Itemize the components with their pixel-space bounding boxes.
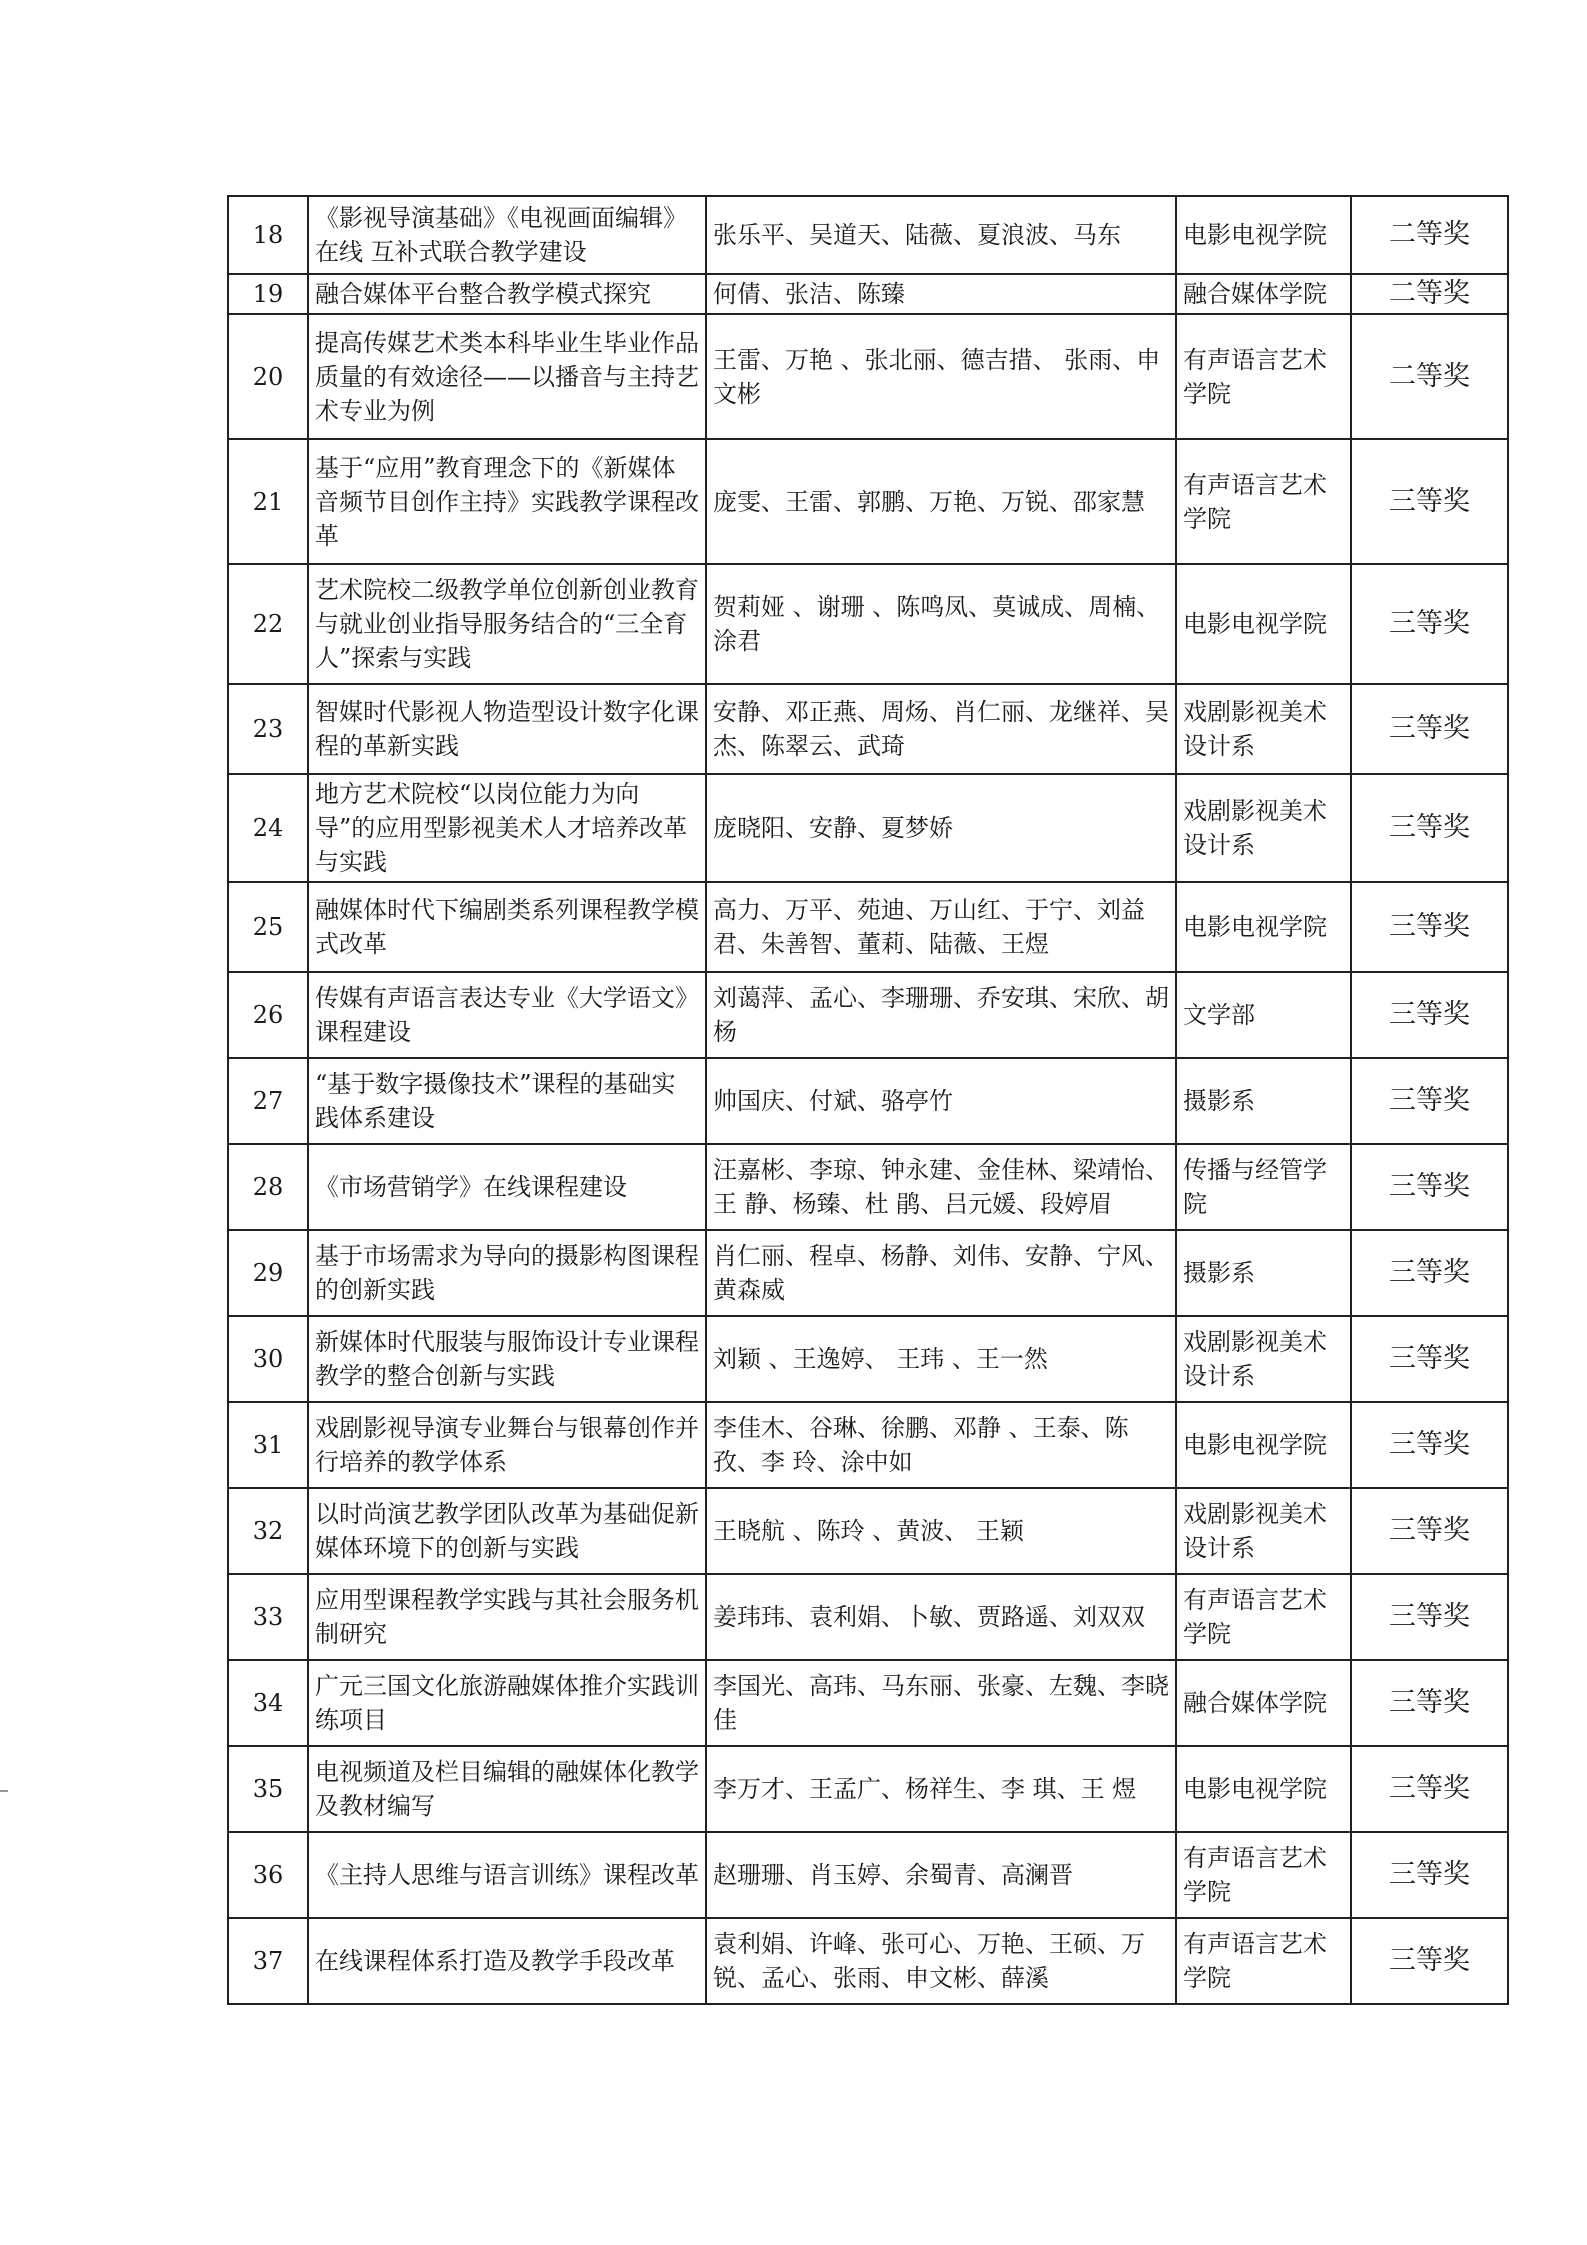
project-title: 以时尚演艺教学团队改革为基础促新媒体环境下的创新与实践: [308, 1488, 706, 1574]
table-row: [228, 1832, 1508, 1918]
award-table-body: [228, 196, 1508, 2004]
table-row: [228, 564, 1508, 684]
team-members: 赵珊珊、肖玉婷、余蜀青、高澜晋: [706, 1832, 1176, 1918]
team-members: 刘蔼萍、孟心、李珊珊、乔安琪、宋欣、胡杨: [706, 972, 1176, 1058]
team-members: 刘颖 、王逸婷、 王玮 、王一然: [706, 1316, 1176, 1402]
project-title: 融媒体时代下编剧类系列课程教学模式改革: [308, 882, 706, 972]
award-level: 三等奖: [1351, 882, 1508, 972]
team-members: 王晓航 、陈玲 、黄波、 王颖: [706, 1488, 1176, 1574]
department: 电影电视学院: [1176, 882, 1351, 972]
row-number: 20: [228, 314, 308, 439]
department: 有声语言艺术学院: [1176, 314, 1351, 439]
award-level: 三等奖: [1351, 1832, 1508, 1918]
page-edge-mark: [0, 1790, 8, 1792]
department: 戏剧影视美术设计系: [1176, 1488, 1351, 1574]
project-title: 《主持人思维与语言训练》课程改革: [308, 1832, 706, 1918]
table-row: [228, 774, 1508, 882]
project-title: 《市场营销学》在线课程建设: [308, 1144, 706, 1230]
table-row: [228, 439, 1508, 564]
award-level: 三等奖: [1351, 1058, 1508, 1144]
row-number: 22: [228, 564, 308, 684]
team-members: 张乐平、吴道天、陆薇、夏浪波、马东: [706, 196, 1176, 274]
project-title: 《影视导演基础》《电视画面编辑》在线 互补式联合教学建设: [308, 196, 706, 274]
award-level: 二等奖: [1351, 274, 1508, 314]
project-title: 基于市场需求为导向的摄影构图课程的创新实践: [308, 1230, 706, 1316]
project-title: 智媒时代影视人物造型设计数字化课程的革新实践: [308, 684, 706, 774]
row-number: 26: [228, 972, 308, 1058]
department: 电影电视学院: [1176, 564, 1351, 684]
row-number: 37: [228, 1918, 308, 2004]
row-number: 29: [228, 1230, 308, 1316]
team-members: 姜玮玮、袁利娟、卜敏、贾路遥、刘双双: [706, 1574, 1176, 1660]
row-number: 24: [228, 774, 308, 882]
project-title: 应用型课程教学实践与其社会服务机制研究: [308, 1574, 706, 1660]
row-number: 33: [228, 1574, 308, 1660]
table-row: [228, 684, 1508, 774]
award-level: 三等奖: [1351, 684, 1508, 774]
project-title: 提高传媒艺术类本科毕业生毕业作品质量的有效途径——以播音与主持艺术专业为例: [308, 314, 706, 439]
department: 电影电视学院: [1176, 196, 1351, 274]
table-row: [228, 274, 1508, 314]
row-number: 21: [228, 439, 308, 564]
team-members: 庞雯、王雷、郭鹏、万艳、万锐、邵家慧: [706, 439, 1176, 564]
project-title: 戏剧影视导演专业舞台与银幕创作并行培养的教学体系: [308, 1402, 706, 1488]
table-row: [228, 882, 1508, 972]
team-members: 安静、邓正燕、周炀、肖仁丽、龙继祥、吴杰、陈翠云、武琦: [706, 684, 1176, 774]
project-title: 地方艺术院校“以岗位能力为向导”的应用型影视美术人才培养改革与实践: [308, 774, 706, 882]
table-row: [228, 1402, 1508, 1488]
row-number: 27: [228, 1058, 308, 1144]
team-members: 贺莉娅 、谢珊 、陈鸣凤、莫诚成、周楠、涂君: [706, 564, 1176, 684]
project-title: 在线课程体系打造及教学手段改革: [308, 1918, 706, 2004]
row-number: 35: [228, 1746, 308, 1832]
table-row: [228, 972, 1508, 1058]
table-row: [228, 1918, 1508, 2004]
project-title: “基于数字摄像技术”课程的基础实践体系建设: [308, 1058, 706, 1144]
row-number: 28: [228, 1144, 308, 1230]
department: 戏剧影视美术设计系: [1176, 1316, 1351, 1402]
department: 传播与经管学院: [1176, 1144, 1351, 1230]
project-title: 基于“应用”教育理念下的《新媒体音频节目创作主持》实践教学课程改革: [308, 439, 706, 564]
department: 有声语言艺术学院: [1176, 439, 1351, 564]
team-members: 王雷、万艳 、张北丽、德吉措、 张雨、申文彬: [706, 314, 1176, 439]
department: 融合媒体学院: [1176, 1660, 1351, 1746]
row-number: 32: [228, 1488, 308, 1574]
award-level: 三等奖: [1351, 1918, 1508, 2004]
department: 有声语言艺术学院: [1176, 1832, 1351, 1918]
department: 电影电视学院: [1176, 1746, 1351, 1832]
award-level: 三等奖: [1351, 1660, 1508, 1746]
table-row: [228, 1488, 1508, 1574]
table-row: [228, 1230, 1508, 1316]
team-members: 袁利娟、许峰、张可心、万艳、王硕、万锐、孟心、张雨、申文彬、薛溪: [706, 1918, 1176, 2004]
row-number: 19: [228, 274, 308, 314]
department: 文学部: [1176, 972, 1351, 1058]
team-members: 李万才、王孟广、杨祥生、李 琪、王 煜: [706, 1746, 1176, 1832]
row-number: 30: [228, 1316, 308, 1402]
project-title: 广元三国文化旅游融媒体推介实践训练项目: [308, 1660, 706, 1746]
award-level: 三等奖: [1351, 972, 1508, 1058]
row-number: 36: [228, 1832, 308, 1918]
table-row: [228, 1574, 1508, 1660]
award-level: 二等奖: [1351, 314, 1508, 439]
table-row: [228, 1144, 1508, 1230]
award-level: 三等奖: [1351, 1402, 1508, 1488]
table-row: [228, 196, 1508, 274]
project-title: 新媒体时代服装与服饰设计专业课程教学的整合创新与实践: [308, 1316, 706, 1402]
department: 电影电视学院: [1176, 1402, 1351, 1488]
row-number: 31: [228, 1402, 308, 1488]
row-number: 25: [228, 882, 308, 972]
department: 摄影系: [1176, 1058, 1351, 1144]
department: 戏剧影视美术设计系: [1176, 774, 1351, 882]
department: 有声语言艺术学院: [1176, 1574, 1351, 1660]
team-members: 李佳木、谷琳、徐鹏、邓静 、王泰、陈 孜、李 玲、涂中如: [706, 1402, 1176, 1488]
row-number: 23: [228, 684, 308, 774]
award-level: 三等奖: [1351, 1746, 1508, 1832]
team-members: 高力、万平、苑迪、万山红、于宁、刘益君、朱善智、董莉、陆薇、王煜: [706, 882, 1176, 972]
award-table: [227, 195, 1509, 2005]
award-level: 三等奖: [1351, 564, 1508, 684]
team-members: 庞晓阳、安静、夏梦娇: [706, 774, 1176, 882]
team-members: 帅国庆、付斌、骆亭竹: [706, 1058, 1176, 1144]
award-level: 二等奖: [1351, 196, 1508, 274]
award-level: 三等奖: [1351, 439, 1508, 564]
project-title: 电视频道及栏目编辑的融媒体化教学及教材编写: [308, 1746, 706, 1832]
table-row: [228, 1316, 1508, 1402]
award-level: 三等奖: [1351, 774, 1508, 882]
team-members: 何倩、张洁、陈臻: [706, 274, 1176, 314]
team-members: 肖仁丽、程卓、杨静、刘伟、安静、宁风、黄森威: [706, 1230, 1176, 1316]
award-level: 三等奖: [1351, 1574, 1508, 1660]
table-row: [228, 314, 1508, 439]
department: 戏剧影视美术设计系: [1176, 684, 1351, 774]
row-number: 18: [228, 196, 308, 274]
award-level: 三等奖: [1351, 1230, 1508, 1316]
project-title: 传媒有声语言表达专业《大学语文》课程建设: [308, 972, 706, 1058]
table-row: [228, 1746, 1508, 1832]
table-row: [228, 1058, 1508, 1144]
team-members: 李国光、高玮、马东丽、张豪、左魏、李晓佳: [706, 1660, 1176, 1746]
award-level: 三等奖: [1351, 1144, 1508, 1230]
department: 有声语言艺术学院: [1176, 1918, 1351, 2004]
project-title: 艺术院校二级教学单位创新创业教育与就业创业指导服务结合的“三全育人”探索与实践: [308, 564, 706, 684]
row-number: 34: [228, 1660, 308, 1746]
award-level: 三等奖: [1351, 1488, 1508, 1574]
project-title: 融合媒体平台整合教学模式探究: [308, 274, 706, 314]
department: 融合媒体学院: [1176, 274, 1351, 314]
award-level: 三等奖: [1351, 1316, 1508, 1402]
team-members: 汪嘉彬、李琼、钟永建、金佳林、梁靖怡、王 静、杨臻、杜 鹃、吕元媛、段婷眉: [706, 1144, 1176, 1230]
department: 摄影系: [1176, 1230, 1351, 1316]
table-row: [228, 1660, 1508, 1746]
